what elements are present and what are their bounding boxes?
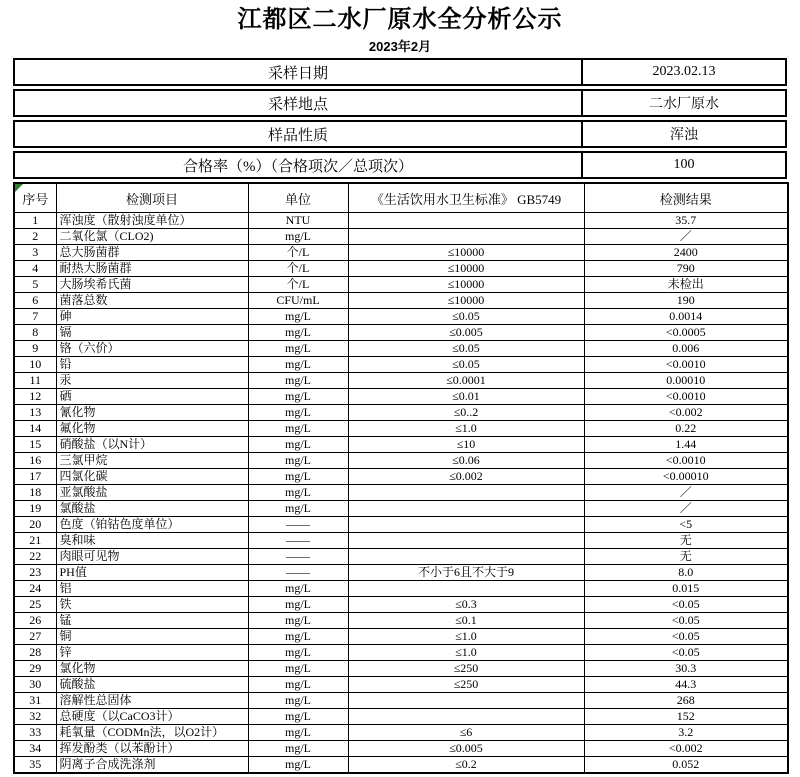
cell-result: 30.3 bbox=[584, 661, 788, 677]
cell-item: 耐热大肠菌群 bbox=[56, 261, 248, 277]
cell-standard: ≤0.005 bbox=[348, 325, 584, 341]
cell-standard: ≤0.05 bbox=[348, 309, 584, 325]
page-subtitle: 2023年2月 bbox=[368, 39, 432, 54]
cell-item: 亚氯酸盐 bbox=[56, 485, 248, 501]
cell-no: 7 bbox=[14, 309, 56, 325]
table-row bbox=[14, 517, 788, 533]
cell-standard: ≤0.1 bbox=[348, 613, 584, 629]
cell-result: ／ bbox=[584, 229, 788, 245]
cell-standard bbox=[348, 709, 584, 725]
cell-result: <0.05 bbox=[584, 645, 788, 661]
table-row bbox=[14, 437, 788, 453]
cell-unit: mg/L bbox=[248, 725, 348, 741]
cell-unit: —— bbox=[248, 533, 348, 549]
cell-result: ／ bbox=[584, 485, 788, 501]
cell-no: 30 bbox=[14, 677, 56, 693]
table-row bbox=[14, 469, 788, 485]
cell-no: 4 bbox=[14, 261, 56, 277]
cell-standard: ≤0.0001 bbox=[348, 373, 584, 389]
cell-unit: mg/L bbox=[248, 405, 348, 421]
cell-standard bbox=[348, 517, 584, 533]
cell-unit: CFU/mL bbox=[248, 293, 348, 309]
cell-standard bbox=[348, 581, 584, 597]
cell-item: PH值 bbox=[56, 565, 248, 581]
info-row bbox=[13, 151, 787, 179]
table-row bbox=[14, 405, 788, 421]
cell-result: 未检出 bbox=[584, 277, 788, 293]
cell-result: <0.002 bbox=[584, 741, 788, 757]
cell-no: 31 bbox=[14, 693, 56, 709]
table-row bbox=[14, 565, 788, 581]
cell-result: 44.3 bbox=[584, 677, 788, 693]
header-result: 检测结果 bbox=[584, 183, 788, 213]
cell-unit: mg/L bbox=[248, 613, 348, 629]
cell-unit: mg/L bbox=[248, 373, 348, 389]
table-row bbox=[14, 645, 788, 661]
cell-unit: —— bbox=[248, 549, 348, 565]
cell-result: <0.05 bbox=[584, 597, 788, 613]
table-row bbox=[14, 309, 788, 325]
table-row bbox=[14, 421, 788, 437]
cell-result: 2400 bbox=[584, 245, 788, 261]
info-row bbox=[13, 58, 787, 86]
cell-no: 25 bbox=[14, 597, 56, 613]
cell-unit: mg/L bbox=[248, 485, 348, 501]
cell-item: 锌 bbox=[56, 645, 248, 661]
cell-standard bbox=[348, 549, 584, 565]
cell-item: 大肠埃希氏菌 bbox=[56, 277, 248, 293]
cell-unit: mg/L bbox=[248, 757, 348, 773]
table-row bbox=[14, 389, 788, 405]
cell-item: 硝酸盐（以N计） bbox=[56, 437, 248, 453]
cell-result: 0.015 bbox=[584, 581, 788, 597]
table-row bbox=[14, 229, 788, 245]
table-row bbox=[14, 597, 788, 613]
table-row bbox=[14, 725, 788, 741]
cell-no: 9 bbox=[14, 341, 56, 357]
info-row bbox=[13, 89, 787, 117]
info-section bbox=[0, 58, 800, 179]
cell-no: 21 bbox=[14, 533, 56, 549]
cell-item: 浑浊度（散射浊度单位） bbox=[56, 213, 248, 229]
cell-standard: ≤250 bbox=[348, 661, 584, 677]
table-row bbox=[14, 741, 788, 757]
cell-no: 22 bbox=[14, 549, 56, 565]
table-row bbox=[14, 757, 788, 773]
cell-no: 29 bbox=[14, 661, 56, 677]
cell-standard bbox=[348, 213, 584, 229]
cell-result: ／ bbox=[584, 501, 788, 517]
cell-standard bbox=[348, 229, 584, 245]
cell-no: 19 bbox=[14, 501, 56, 517]
page-title: 江都区二水厂原水全分析公示 bbox=[237, 6, 563, 33]
cell-result: 268 bbox=[584, 693, 788, 709]
info-label: 采样日期 bbox=[15, 60, 583, 84]
cell-no: 33 bbox=[14, 725, 56, 741]
cell-item: 锰 bbox=[56, 613, 248, 629]
info-row bbox=[13, 120, 787, 148]
table-row bbox=[14, 261, 788, 277]
cell-result: 8.0 bbox=[584, 565, 788, 581]
cell-standard: ≤0..2 bbox=[348, 405, 584, 421]
cell-no: 11 bbox=[14, 373, 56, 389]
cell-no: 18 bbox=[14, 485, 56, 501]
cell-item: 二氧化氯（CLO2) bbox=[56, 229, 248, 245]
table-row bbox=[14, 341, 788, 357]
info-value: 2023.02.13 bbox=[652, 64, 716, 79]
cell-standard: 不小于6且不大于9 bbox=[348, 565, 584, 581]
table-row bbox=[14, 357, 788, 373]
cell-no: 8 bbox=[14, 325, 56, 341]
cell-item: 耗氧量（CODMn法，以O2计） bbox=[56, 725, 248, 741]
cell-no: 35 bbox=[14, 757, 56, 773]
cell-unit: mg/L bbox=[248, 501, 348, 517]
table-row bbox=[14, 213, 788, 229]
cell-unit: mg/L bbox=[248, 469, 348, 485]
table-row bbox=[14, 549, 788, 565]
cell-no: 26 bbox=[14, 613, 56, 629]
cell-standard bbox=[348, 533, 584, 549]
excel-corner-indicator-icon bbox=[15, 184, 23, 192]
cell-unit: 个/L bbox=[248, 277, 348, 293]
header-no bbox=[14, 183, 56, 213]
cell-result: 35.7 bbox=[584, 213, 788, 229]
cell-item: 色度（铂钴色度单位） bbox=[56, 517, 248, 533]
cell-result: 0.0014 bbox=[584, 309, 788, 325]
cell-unit: mg/L bbox=[248, 421, 348, 437]
cell-unit: mg/L bbox=[248, 693, 348, 709]
cell-standard bbox=[348, 485, 584, 501]
cell-result: 1.44 bbox=[584, 437, 788, 453]
cell-unit: mg/L bbox=[248, 341, 348, 357]
cell-result: <0.05 bbox=[584, 613, 788, 629]
cell-item: 阴离子合成洗涤剂 bbox=[56, 757, 248, 773]
table-row bbox=[14, 613, 788, 629]
cell-unit: mg/L bbox=[248, 437, 348, 453]
cell-no: 6 bbox=[14, 293, 56, 309]
cell-standard: ≤0.002 bbox=[348, 469, 584, 485]
cell-item: 汞 bbox=[56, 373, 248, 389]
info-label: 合格率（%）（合格项次／总项次） bbox=[15, 153, 583, 177]
table-row bbox=[14, 533, 788, 549]
cell-standard: ≤0.05 bbox=[348, 357, 584, 373]
cell-unit: 个/L bbox=[248, 261, 348, 277]
table-row bbox=[14, 373, 788, 389]
table-row bbox=[14, 485, 788, 501]
cell-unit: NTU bbox=[248, 213, 348, 229]
cell-result: <0.002 bbox=[584, 405, 788, 421]
cell-item: 镉 bbox=[56, 325, 248, 341]
info-value: 100 bbox=[673, 157, 695, 172]
cell-result: <0.05 bbox=[584, 629, 788, 645]
cell-result: 190 bbox=[584, 293, 788, 309]
cell-result: <0.0010 bbox=[584, 389, 788, 405]
cell-result: <0.00010 bbox=[584, 469, 788, 485]
cell-unit: mg/L bbox=[248, 453, 348, 469]
table-row bbox=[14, 293, 788, 309]
cell-standard: ≤0.2 bbox=[348, 757, 584, 773]
cell-no: 34 bbox=[14, 741, 56, 757]
cell-no: 16 bbox=[14, 453, 56, 469]
cell-item: 氰化物 bbox=[56, 405, 248, 421]
table-row bbox=[14, 245, 788, 261]
cell-item: 铝 bbox=[56, 581, 248, 597]
cell-item: 挥发酚类（以苯酚计） bbox=[56, 741, 248, 757]
cell-item: 硒 bbox=[56, 389, 248, 405]
cell-result: <0.0010 bbox=[584, 453, 788, 469]
cell-standard: ≤250 bbox=[348, 677, 584, 693]
cell-no: 32 bbox=[14, 709, 56, 725]
cell-unit: mg/L bbox=[248, 581, 348, 597]
table-row bbox=[14, 501, 788, 517]
cell-item: 铅 bbox=[56, 357, 248, 373]
cell-standard: ≤10000 bbox=[348, 261, 584, 277]
info-value: 浑浊 bbox=[670, 128, 698, 143]
cell-result: 0.00010 bbox=[584, 373, 788, 389]
cell-no: 15 bbox=[14, 437, 56, 453]
table-header-row bbox=[14, 183, 788, 213]
cell-result: 3.2 bbox=[584, 725, 788, 741]
cell-no: 5 bbox=[14, 277, 56, 293]
cell-unit: mg/L bbox=[248, 325, 348, 341]
cell-unit: mg/L bbox=[248, 229, 348, 245]
cell-unit: mg/L bbox=[248, 709, 348, 725]
cell-no: 28 bbox=[14, 645, 56, 661]
cell-standard: ≤0.005 bbox=[348, 741, 584, 757]
cell-standard: ≤10000 bbox=[348, 277, 584, 293]
cell-no: 27 bbox=[14, 629, 56, 645]
cell-unit: mg/L bbox=[248, 645, 348, 661]
cell-standard: ≤10 bbox=[348, 437, 584, 453]
header-unit: 单位 bbox=[248, 183, 348, 213]
cell-result: 0.22 bbox=[584, 421, 788, 437]
cell-unit: mg/L bbox=[248, 389, 348, 405]
cell-no: 20 bbox=[14, 517, 56, 533]
table-row bbox=[14, 581, 788, 597]
cell-item: 铁 bbox=[56, 597, 248, 613]
cell-standard: ≤1.0 bbox=[348, 421, 584, 437]
cell-unit: —— bbox=[248, 565, 348, 581]
cell-no: 12 bbox=[14, 389, 56, 405]
cell-item: 菌落总数 bbox=[56, 293, 248, 309]
cell-item: 三氯甲烷 bbox=[56, 453, 248, 469]
cell-no: 10 bbox=[14, 357, 56, 373]
table-row bbox=[14, 709, 788, 725]
cell-unit: mg/L bbox=[248, 661, 348, 677]
table-row bbox=[14, 277, 788, 293]
header-item: 检测项目 bbox=[56, 183, 248, 213]
cell-unit: mg/L bbox=[248, 677, 348, 693]
cell-no: 1 bbox=[14, 213, 56, 229]
cell-item: 溶解性总固体 bbox=[56, 693, 248, 709]
cell-standard: ≤1.0 bbox=[348, 645, 584, 661]
cell-no: 14 bbox=[14, 421, 56, 437]
cell-item: 总硬度（以CaCO3计） bbox=[56, 709, 248, 725]
cell-standard: ≤0.01 bbox=[348, 389, 584, 405]
cell-item: 臭和味 bbox=[56, 533, 248, 549]
header-no-label: 序号 bbox=[22, 191, 49, 207]
info-label: 采样地点 bbox=[15, 91, 583, 115]
cell-unit: 个/L bbox=[248, 245, 348, 261]
cell-standard: ≤1.0 bbox=[348, 629, 584, 645]
cell-standard: ≤10000 bbox=[348, 293, 584, 309]
cell-result: 0.006 bbox=[584, 341, 788, 357]
cell-unit: mg/L bbox=[248, 357, 348, 373]
header-standard: 《生活饮用水卫生标准》 GB5749 bbox=[348, 183, 584, 213]
cell-no: 13 bbox=[14, 405, 56, 421]
cell-result: 152 bbox=[584, 709, 788, 725]
cell-item: 肉眼可见物 bbox=[56, 549, 248, 565]
cell-result: 790 bbox=[584, 261, 788, 277]
cell-standard: ≤0.05 bbox=[348, 341, 584, 357]
cell-item: 氯酸盐 bbox=[56, 501, 248, 517]
cell-item: 氯化物 bbox=[56, 661, 248, 677]
cell-unit: mg/L bbox=[248, 597, 348, 613]
cell-item: 总大肠菌群 bbox=[56, 245, 248, 261]
cell-standard: ≤10000 bbox=[348, 245, 584, 261]
cell-item: 砷 bbox=[56, 309, 248, 325]
table-row bbox=[14, 661, 788, 677]
cell-no: 23 bbox=[14, 565, 56, 581]
cell-item: 硫酸盐 bbox=[56, 677, 248, 693]
info-label: 样品性质 bbox=[15, 122, 583, 146]
cell-unit: —— bbox=[248, 517, 348, 533]
cell-item: 氟化物 bbox=[56, 421, 248, 437]
analysis-table bbox=[13, 182, 789, 774]
cell-standard bbox=[348, 501, 584, 517]
cell-result: 0.052 bbox=[584, 757, 788, 773]
table-row bbox=[14, 325, 788, 341]
cell-result: 无 bbox=[584, 549, 788, 565]
cell-unit: mg/L bbox=[248, 309, 348, 325]
cell-unit: mg/L bbox=[248, 629, 348, 645]
cell-no: 3 bbox=[14, 245, 56, 261]
cell-no: 24 bbox=[14, 581, 56, 597]
cell-standard: ≤0.06 bbox=[348, 453, 584, 469]
table-row bbox=[14, 453, 788, 469]
table-row bbox=[14, 629, 788, 645]
cell-result: <0.0005 bbox=[584, 325, 788, 341]
info-value: 二水厂原水 bbox=[649, 97, 719, 112]
cell-item: 铜 bbox=[56, 629, 248, 645]
cell-unit: mg/L bbox=[248, 741, 348, 757]
cell-result: <5 bbox=[584, 517, 788, 533]
cell-standard bbox=[348, 693, 584, 709]
cell-standard: ≤0.3 bbox=[348, 597, 584, 613]
cell-no: 17 bbox=[14, 469, 56, 485]
cell-standard: ≤6 bbox=[348, 725, 584, 741]
cell-item: 铬（六价） bbox=[56, 341, 248, 357]
cell-result: <0.0010 bbox=[584, 357, 788, 373]
table-row bbox=[14, 677, 788, 693]
cell-item: 四氯化碳 bbox=[56, 469, 248, 485]
cell-result: 无 bbox=[584, 533, 788, 549]
cell-no: 2 bbox=[14, 229, 56, 245]
table-row bbox=[14, 693, 788, 709]
